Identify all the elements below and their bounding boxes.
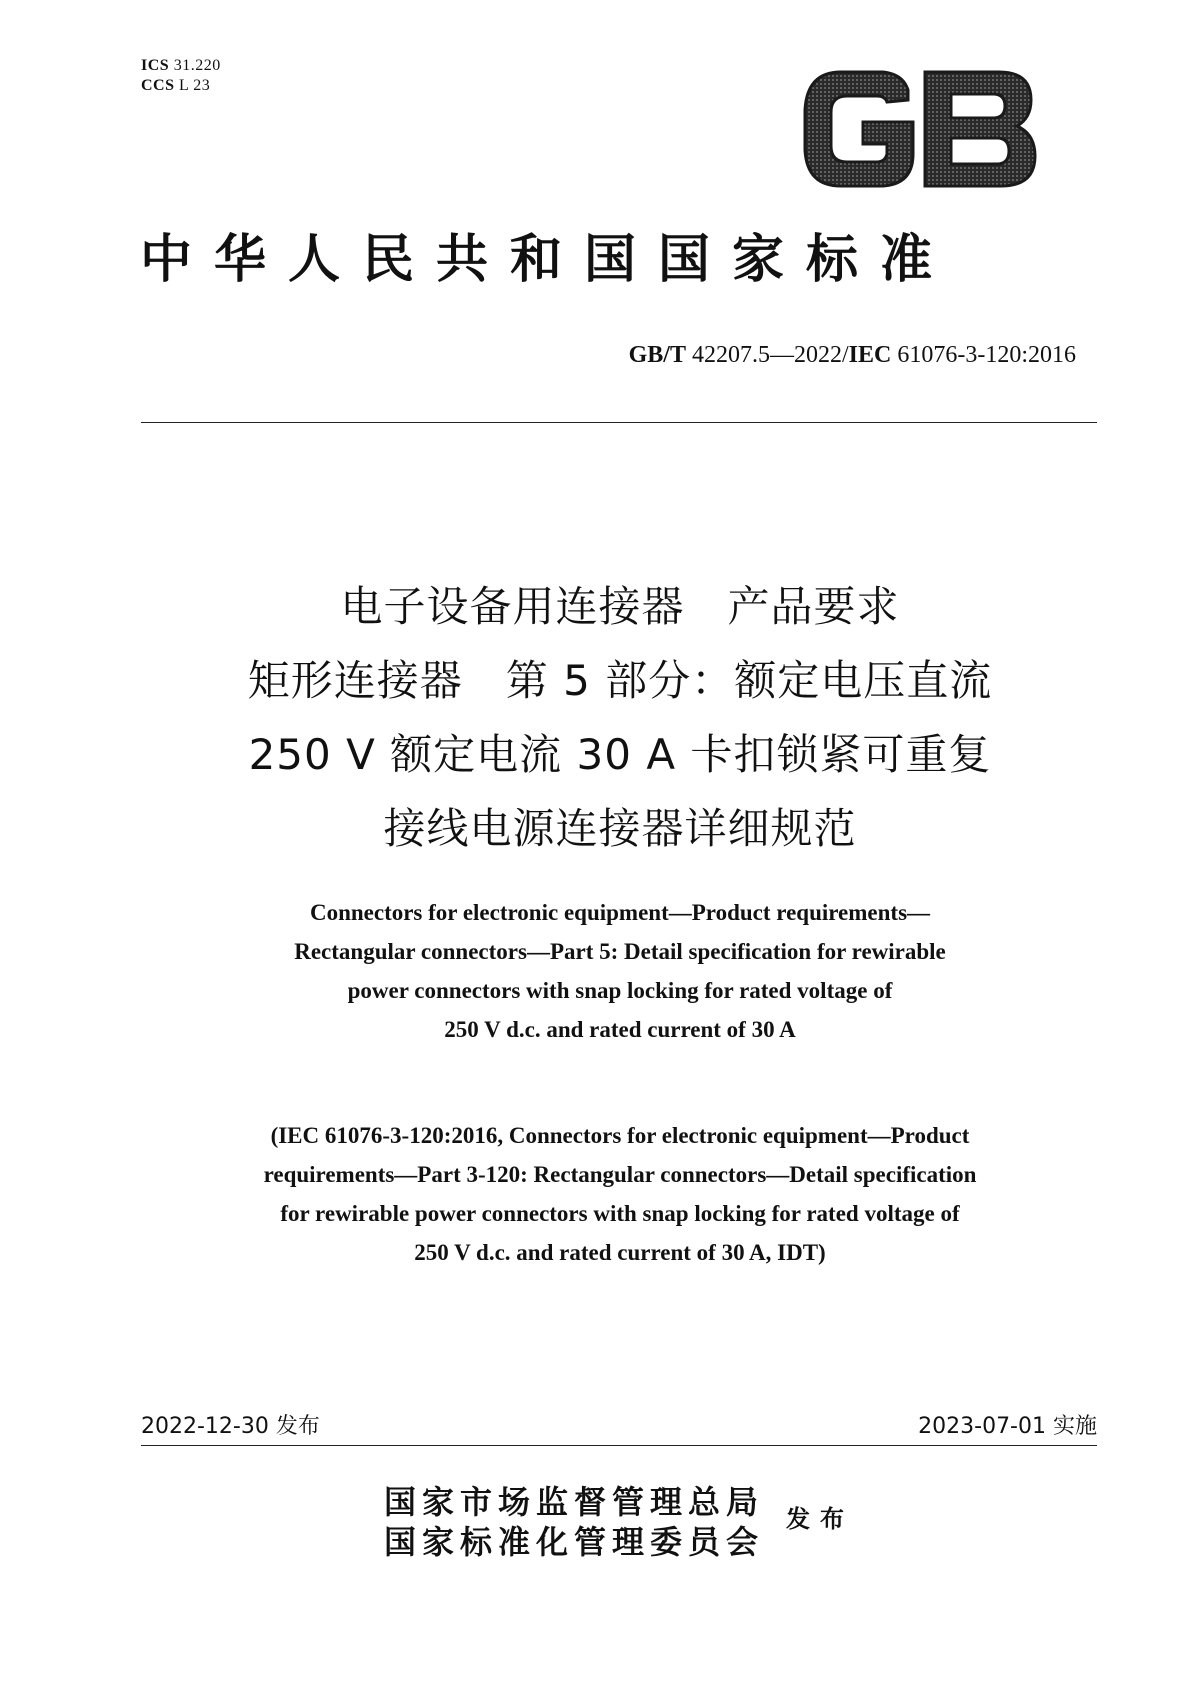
iec-title-line: requirements—Part 3-120: Rectangular connectors—Detail specification [263, 1162, 977, 1187]
classification-codes [141, 56, 221, 96]
standard-number-main: 42207.5—2022/ [691, 342, 849, 368]
issuer-samr: 国家市场监督管理总局 [384, 1483, 765, 1521]
ics-line [141, 56, 221, 76]
issuer-sac: 国家标准化管理委员会 [384, 1523, 765, 1561]
gb-logo-icon [803, 70, 1037, 188]
issue-date: 2022-12-30 发布 [141, 1414, 320, 1439]
standard-number-iec: IEC [848, 342, 892, 368]
iec-reference-title [120, 1116, 1120, 1272]
chinese-title-line: 矩形连接器 第 5 部分：额定电压直流 [247, 656, 993, 705]
iec-title-line: for rewirable power connectors with snap locking for rated voltage of [280, 1201, 960, 1226]
english-title-line: 250 V d.c. and rated current of 30 A [444, 1017, 796, 1042]
national-standard-title: 中华人民共和国国家标准 [140, 229, 955, 290]
footer-divider [141, 1445, 1097, 1446]
standard-number [629, 340, 1076, 370]
english-title-line: Connectors for electronic equipment—Product requirements— [309, 900, 931, 925]
chinese-title-line: 接线电源连接器详细规范 [383, 804, 857, 853]
english-title-line: power connectors with snap locking for rated voltage of [347, 978, 893, 1003]
issuing-organizations [384, 1482, 764, 1562]
chinese-title-line: 250 V 额定电流 30 A 卡扣锁紧可重复 [248, 730, 992, 779]
ccs-line [141, 76, 221, 96]
ics-label: ICS [141, 57, 170, 74]
chinese-title-line: 电子设备用连接器 产品要求 [340, 582, 900, 631]
iec-title-line: (IEC 61076-3-120:2016, Connectors for electronic equipment—Product [270, 1123, 970, 1148]
iec-title-line: 250 V d.c. and rated current of 30 A, IDT) [414, 1240, 826, 1265]
english-title-line: Rectangular connectors—Part 5: Detail specification for rewirable [294, 939, 946, 964]
ccs-value: L 23 [179, 77, 211, 94]
standard-number-iec-ref: 61076-3-120:2016 [897, 342, 1076, 368]
ics-value: 31.220 [173, 57, 221, 74]
chinese-title [120, 570, 1120, 866]
standard-number-prefix: GB/T [628, 342, 686, 368]
header-divider [141, 422, 1097, 423]
english-title [120, 893, 1120, 1049]
implementation-date: 2023-07-01 实施 [918, 1414, 1097, 1439]
ccs-label: CCS [141, 77, 175, 94]
publish-label: 发布 [786, 1504, 854, 1533]
